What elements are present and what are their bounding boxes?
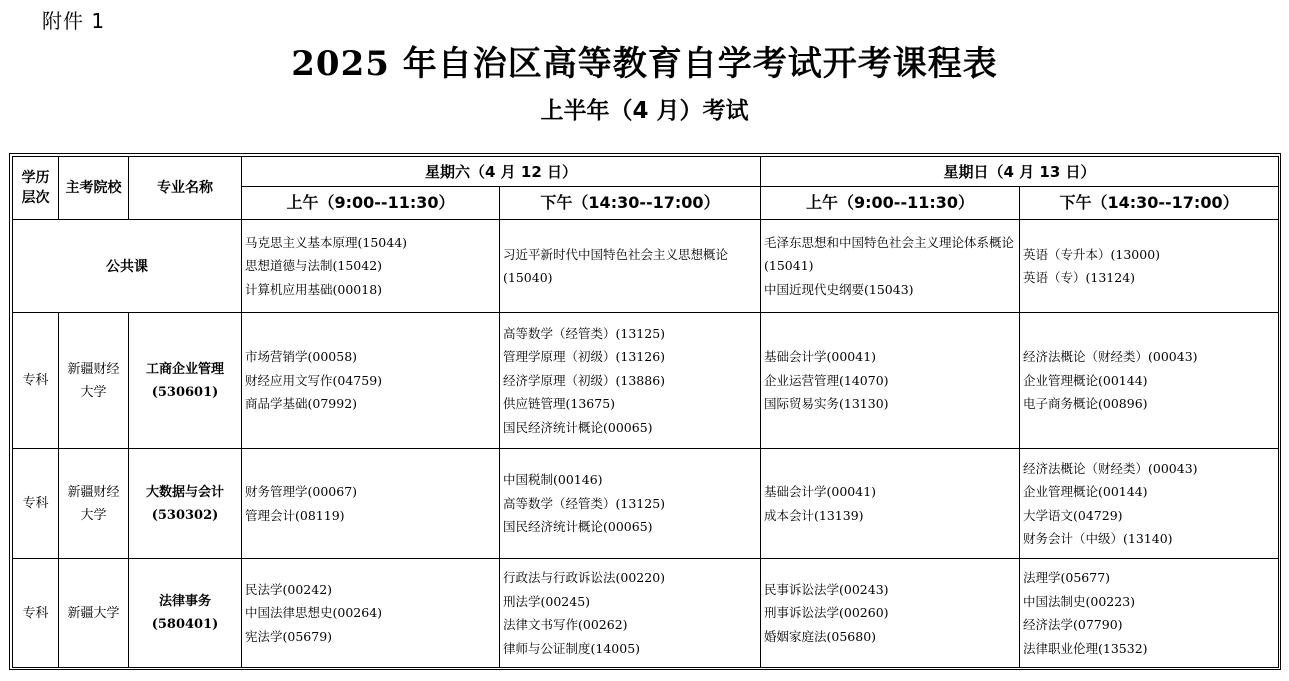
- course-item: 财务会计（中级）(13140): [1023, 531, 1173, 546]
- sat-am-cell: [242, 313, 500, 449]
- course-item: 财务管理学(00067): [245, 484, 358, 499]
- course-item: 民法学(00242): [245, 581, 333, 597]
- course-item: 财经应用文写作(04759): [245, 372, 383, 388]
- course-item: 管理学原理（初级）(13126): [503, 349, 666, 365]
- course-item: 供应链管理(13675): [503, 396, 616, 412]
- level-cell: 专科: [13, 559, 59, 668]
- course-item: 刑事诉讼法学(00260): [764, 605, 889, 621]
- course-item: 经济法概论（财经类）(00043): [1023, 349, 1198, 365]
- school-cell: 新疆财经大学: [59, 313, 129, 449]
- major-name: 工商企业管理: [145, 361, 224, 377]
- header-school: 主考院校: [59, 157, 129, 220]
- major-code: (580401): [151, 617, 219, 632]
- course-item: 高等数学（经管类）(13125): [503, 325, 666, 341]
- course-item: 企业管理概论(00144): [1023, 484, 1148, 499]
- sun-pm-cell: [1020, 313, 1279, 449]
- sun-pm-cell: [1020, 449, 1279, 559]
- course-item: 法律文书写作(00262): [503, 617, 628, 632]
- major-code: (530601): [151, 384, 219, 400]
- attachment-label: 附件 1: [42, 9, 106, 33]
- major-name: 大数据与会计: [145, 484, 224, 500]
- course-item: 思想道德与法制(15042): [245, 258, 383, 274]
- level-cell: 专科: [13, 449, 59, 559]
- course-item: 习近平新时代中国特色社会主义思想概论(15040): [503, 246, 729, 285]
- public-course-label: 公共课: [13, 220, 242, 313]
- course-item: 企业运营管理(14070): [764, 372, 889, 388]
- course-item: 基础会计学(00041): [764, 484, 877, 499]
- major-name: 法律事务: [158, 594, 211, 609]
- header-row-days: [13, 157, 1279, 187]
- course-item: 经济法学(07790): [1023, 617, 1123, 632]
- schedule-table: [12, 156, 1279, 668]
- course-item: 大学语文(04729): [1023, 507, 1123, 523]
- header-day-saturday: 星期六（4 月 12 日）: [242, 157, 761, 187]
- header-session-sat-am: 上午（9:00--11:30）: [242, 187, 500, 220]
- course-item: 国民经济统计概论(00065): [503, 419, 653, 435]
- public-sun-am-cell: [761, 220, 1020, 313]
- sun-am-cell: [761, 559, 1020, 668]
- school-cell: 新疆大学: [59, 559, 129, 668]
- public-sun-pm-cell: [1020, 220, 1279, 313]
- major-row-business-management: [13, 313, 1279, 449]
- major-row-legal-affairs: [13, 559, 1279, 668]
- public-course-row: [13, 220, 1279, 313]
- public-sat-pm-cell: [500, 220, 761, 313]
- course-item: 基础会计学(00041): [764, 349, 877, 365]
- course-item: 法理学(05677): [1023, 570, 1111, 585]
- course-item: 民事诉讼法学(00243): [764, 581, 889, 597]
- sat-am-cell: [242, 449, 500, 559]
- course-item: 国际贸易实务(13130): [764, 396, 889, 412]
- course-item: 行政法与行政诉讼法(00220): [503, 570, 666, 585]
- course-item: 成本会计(13139): [764, 507, 864, 523]
- course-item: 中国法制史(00223): [1023, 593, 1136, 609]
- course-item: 法律职业伦理(13532): [1023, 640, 1148, 656]
- course-item: 毛泽东思想和中国特色社会主义理论体系概论(15041): [764, 234, 1015, 274]
- header-major: 专业名称: [129, 157, 242, 220]
- course-item: 婚姻家庭法(05680): [764, 628, 877, 644]
- course-item: 中国法律思想史(00264): [245, 605, 383, 621]
- course-item: 电子商务概论(00896): [1023, 396, 1148, 412]
- sat-pm-cell: [500, 449, 761, 559]
- course-item: 企业管理概论(00144): [1023, 372, 1148, 388]
- header-day-sunday: 星期日（4 月 13 日）: [761, 157, 1279, 187]
- course-item: 刑法学(00245): [503, 593, 591, 609]
- document-title: 2025 年自治区高等教育自学考试开考课程表: [291, 44, 998, 84]
- document-subtitle: 上半年（4 月）考试: [540, 98, 749, 124]
- course-item: 经济学原理（初级）(13886): [503, 372, 666, 388]
- level-cell: 专科: [13, 313, 59, 449]
- major-row-big-data-accounting: [13, 449, 1279, 559]
- school-cell: 新疆财经大学: [59, 449, 129, 559]
- header-session-sat-pm: 下午（14:30--17:00）: [500, 187, 761, 220]
- course-item: 市场营销学(00058): [245, 349, 358, 365]
- course-item: 英语（专）(13124): [1023, 270, 1136, 285]
- sat-am-cell: [242, 559, 500, 668]
- course-item: 马克思主义基本原理(15044): [245, 234, 408, 250]
- major-cell: [129, 449, 242, 559]
- course-item: 经济法概论（财经类）(00043): [1023, 460, 1198, 476]
- course-item: 中国近现代史纲要(15043): [764, 281, 914, 297]
- public-sat-am-cell: [242, 220, 500, 313]
- sun-pm-cell: [1020, 559, 1279, 668]
- header-session-sun-am: 上午（9:00--11:30）: [761, 187, 1020, 220]
- sat-pm-cell: [500, 559, 761, 668]
- course-item: 律师与公证制度(14005): [503, 640, 641, 656]
- schedule-table-frame: [9, 153, 1281, 670]
- course-item: 管理会计(08119): [245, 507, 345, 523]
- header-session-sun-pm: 下午（14:30--17:00）: [1020, 187, 1279, 220]
- sat-pm-cell: [500, 313, 761, 449]
- major-code: (530302): [151, 507, 219, 523]
- course-item: 国民经济统计概论(00065): [503, 519, 653, 535]
- course-item: 中国税制(00146): [503, 472, 603, 488]
- course-item: 商品学基础(07992): [245, 396, 358, 412]
- course-item: 英语（专升本）(13000): [1023, 246, 1161, 262]
- major-cell: [129, 559, 242, 668]
- sun-am-cell: [761, 449, 1020, 559]
- sun-am-cell: [761, 313, 1020, 449]
- course-item: 高等数学（经管类）(13125): [503, 495, 666, 511]
- major-cell: [129, 313, 242, 449]
- header-level: 学历层次: [13, 157, 59, 220]
- course-item: 计算机应用基础(00018): [245, 281, 383, 297]
- course-item: 宪法学(05679): [245, 628, 333, 644]
